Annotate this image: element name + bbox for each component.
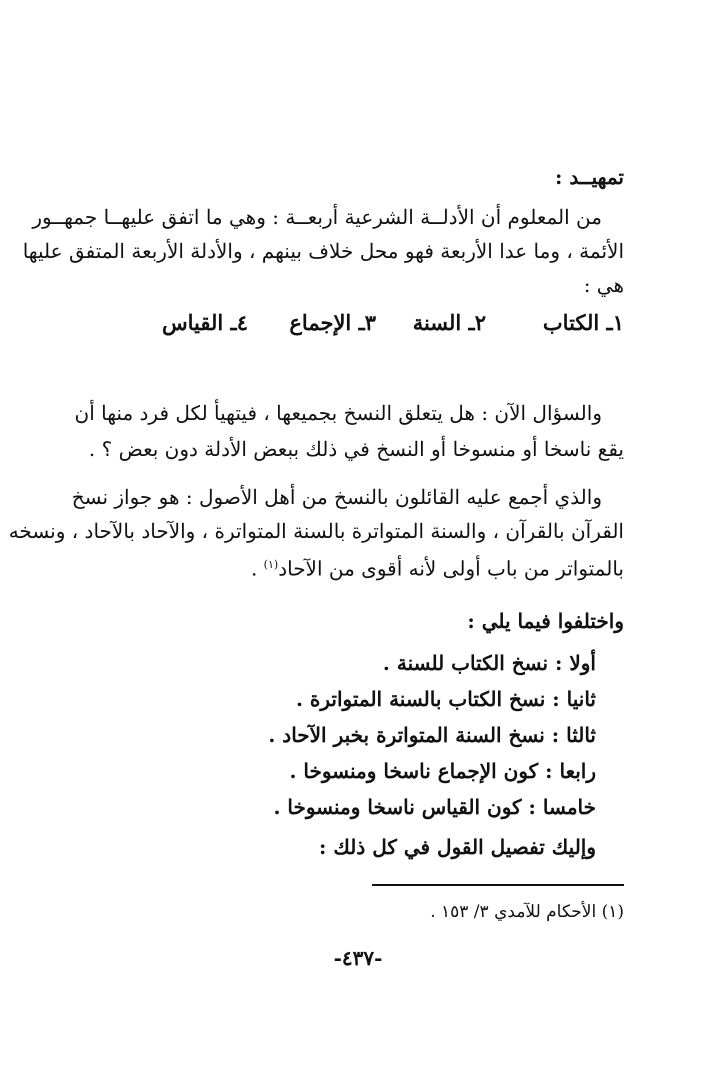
section-heading: تمهيــد : xyxy=(555,165,624,189)
source-item-quran: ١ـ الكتاب xyxy=(542,310,624,335)
paragraph-2-line-2: يقع ناسخا أو منسوخا أو النسخ في ذلك ببعض الأدلة دون بعض ؟ . xyxy=(88,437,624,461)
paragraph-3-line-1: والذي أجمع عليه القائلون بالنسخ من أهل الأصول : هو جواز نسخ xyxy=(71,485,602,509)
disputed-item-3: ثالثا : نسخ السنة المتواترة بخبر الآحاد . xyxy=(268,723,596,747)
paragraph-2-line-1: والسؤال الآن : هل يتعلق النسخ بجميعها ، فيتهيأ لكل فرد منها أن xyxy=(74,401,602,425)
footnote: (١) الأحكام للآمدي ٣/ ١٥٣ . xyxy=(430,902,624,922)
source-item-ijma: ٣ـ الإجماع xyxy=(289,310,376,335)
disputed-item-4: رابعا : كون الإجماع ناسخا ومنسوخا . xyxy=(289,759,596,783)
disputed-item-2: ثانيا : نسخ الكتاب بالسنة المتواترة . xyxy=(295,687,596,711)
disputed-item-5: خامسا : كون القياس ناسخا ومنسوخا . xyxy=(273,795,596,819)
disputed-heading: واختلفوا فيما يلي : xyxy=(467,609,624,633)
footnote-divider xyxy=(372,884,624,886)
paragraph-1-line-2: الأئمة ، وما عدا الأربعة فهو محل خلاف بينهم ، والأدلة الأربعة المتفق عليها xyxy=(22,239,624,263)
footnote-reference: (١) xyxy=(263,558,279,571)
paragraph-3-line-3-text: بالمتواتر من باب أولى لأنه أقوى من الآحاد xyxy=(278,556,624,581)
paragraph-3-line-2: القرآن بالقرآن ، والسنة المتواترة بالسنة المتواترة ، والآحاد بالآحاد ، ونسخه xyxy=(8,519,624,543)
paragraph-1-line-1: من المعلوم أن الأدلــة الشرعية أربعــة : وهي ما اتفق عليهــا جمهــور xyxy=(32,205,602,229)
paragraph-1-line-3: هي : xyxy=(583,273,624,297)
disputed-item-1: أولا : نسخ الكتاب للسنة . xyxy=(382,651,596,675)
closing-line: وإليك تفصيل القول في كل ذلك : xyxy=(319,835,596,859)
paragraph-3-line-3 xyxy=(90,548,624,586)
source-item-qiyas: ٤ـ القياس xyxy=(162,310,248,335)
source-item-sunnah: ٢ـ السنة xyxy=(412,310,486,335)
paragraph-3-end: . xyxy=(250,556,264,581)
page-number: -٤٣٧- xyxy=(333,946,383,970)
sources-list xyxy=(90,310,624,350)
